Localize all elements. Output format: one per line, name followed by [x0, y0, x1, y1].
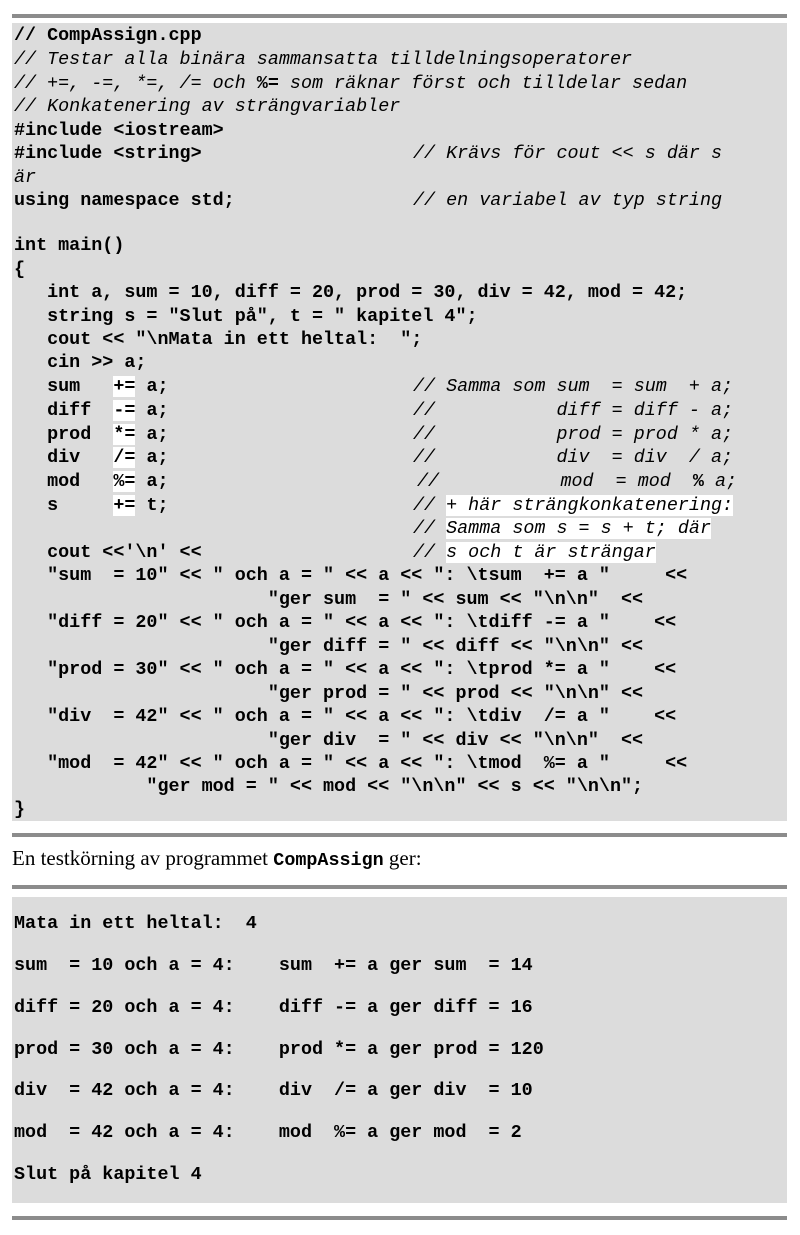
code-comment-wrap: är	[14, 167, 37, 188]
code-output-line: "ger div = " << div << "\n\n" <<	[14, 730, 644, 751]
code-comment-line: // Testar alla binära sammansatta tilldelningsoperatorer	[14, 49, 633, 70]
code-output-line: "ger prod = " << prod << "\n\n" <<	[14, 683, 644, 704]
code-close-brace: }	[14, 799, 26, 820]
code-output-line: "div = 42" << " och a = " << a << ": \tdiv /= a " <<	[14, 706, 677, 727]
mid-rule-2	[12, 885, 787, 889]
code-comment-inline: // Samma som sum = sum + a;	[413, 376, 734, 397]
code-comment-inline: // s och t är strängar	[413, 542, 656, 563]
code-output-line: "ger mod = " << mod << "\n\n" << s << "\n\n";	[14, 776, 644, 797]
code-open-brace: {	[14, 259, 26, 280]
code-main-signature: int main()	[14, 235, 125, 256]
code-decl-string: string s = "Slut på", t = " kapitel 4";	[14, 306, 478, 327]
code-op-line: div /= a;	[14, 447, 169, 468]
mid-rule-1	[12, 833, 787, 837]
code-op-line: diff -= a;	[14, 400, 169, 421]
output-line: prod = 30 och a = 4: prod *= a ger prod = 120	[14, 1039, 544, 1060]
code-cout-prompt: cout << "\nMata in ett heltal: ";	[14, 329, 423, 350]
code-using-line: using namespace std;	[14, 190, 235, 211]
output-line: sum = 10 och a = 4: sum += a ger sum = 14	[14, 955, 533, 976]
code-output-line: "prod = 30" << " och a = " << a << ": \tprod *= a " <<	[14, 659, 677, 680]
code-comment-inline: // + här strängkonkatenering:	[413, 495, 734, 516]
code-cin: cin >> a;	[14, 352, 147, 373]
code-decl-int: int a, sum = 10, diff = 20, prod = 30, div = 42, mod = 42;	[14, 282, 688, 303]
code-comment-inline: // prod = prod * a;	[413, 424, 734, 445]
program-output	[12, 897, 787, 1203]
code-comment-inline: // en variabel av typ string	[413, 190, 723, 211]
code-cout-newline: cout <<'\n' <<	[14, 542, 202, 563]
code-output-line: "ger diff = " << diff << "\n\n" <<	[14, 636, 644, 657]
code-output-line: "ger sum = " << sum << "\n\n" <<	[14, 589, 644, 610]
bottom-rule	[12, 1216, 787, 1220]
code-comment-inline: // div = div / a;	[413, 447, 734, 468]
output-line: diff = 20 och a = 4: diff -= a ger diff = 16	[14, 997, 533, 1018]
code-output-line: "mod = 42" << " och a = " << a << ": \tmod %= a " <<	[14, 753, 688, 774]
program-name: CompAssign	[273, 850, 384, 871]
output-line: div = 42 och a = 4: div /= a ger div = 10	[14, 1080, 533, 1101]
code-comment-inline: // Krävs för cout << s där s	[413, 143, 723, 164]
code-op-line: mod %= a;	[14, 471, 169, 492]
code-listing	[12, 23, 787, 821]
output-line: Slut på kapitel 4	[14, 1164, 202, 1185]
code-comment-line: // +=, -=, *=, /= och %= som räknar först och tilldelar sedan	[14, 73, 688, 94]
top-rule	[12, 14, 787, 18]
code-output-line: "sum = 10" << " och a = " << a << ": \tsum += a " <<	[14, 565, 688, 586]
code-comment-inline: // mod = mod % a;	[417, 471, 738, 492]
code-include-line: #include <string>	[14, 143, 202, 164]
code-include-line: #include <iostream>	[14, 120, 224, 141]
code-op-line: sum += a;	[14, 376, 169, 397]
code-comment-line: // Konkatenering av strängvariabler	[14, 96, 401, 117]
code-title-comment: // CompAssign.cpp	[14, 25, 202, 46]
code-op-line: s += t;	[14, 495, 169, 516]
code-comment-inline: // Samma som s = s + t; där	[413, 518, 711, 539]
test-run-caption: En testkörning av programmet CompAssign ger:	[12, 846, 422, 871]
output-line: Mata in ett heltal: 4	[14, 913, 257, 934]
code-comment-inline: // diff = diff - a;	[413, 400, 734, 421]
code-op-line: prod *= a;	[14, 424, 169, 445]
code-output-line: "diff = 20" << " och a = " << a << ": \tdiff -= a " <<	[14, 612, 677, 633]
output-line: mod = 42 och a = 4: mod %= a ger mod = 2	[14, 1122, 522, 1143]
